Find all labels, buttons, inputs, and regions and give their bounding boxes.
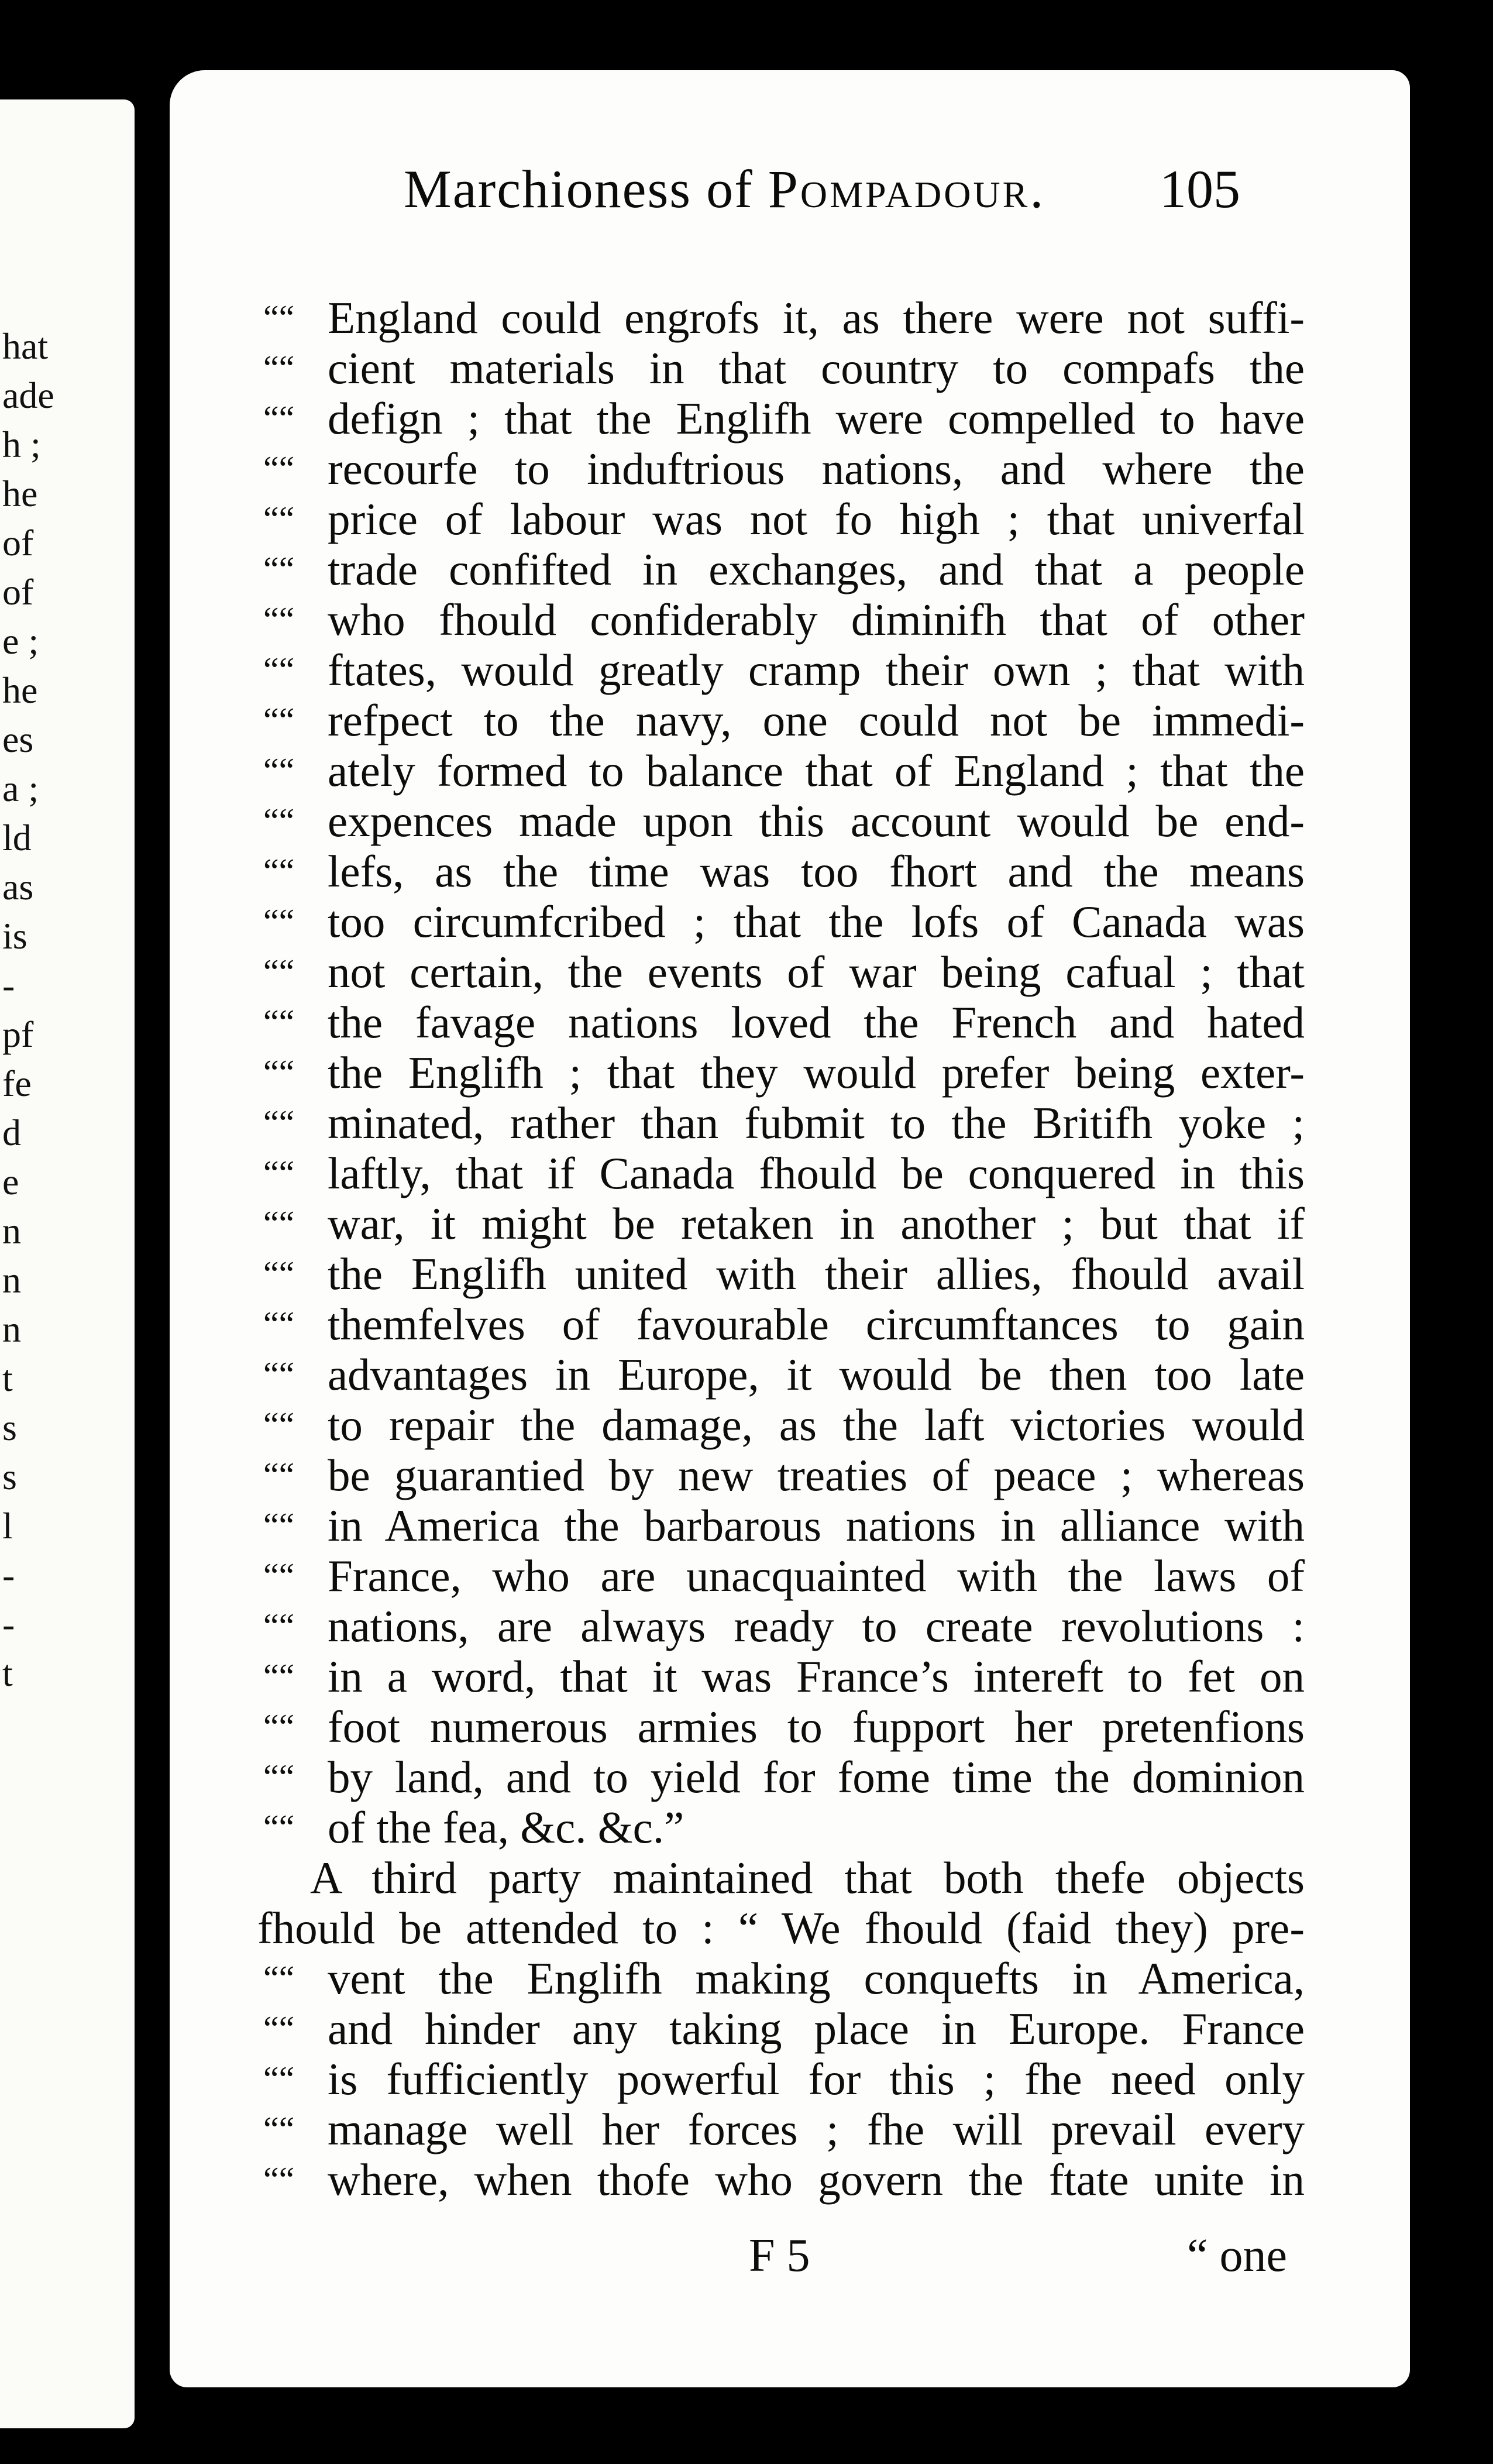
facing-page-fragment: pf	[2, 1013, 34, 1055]
quote-mark: ““	[263, 2110, 295, 2149]
line-text: trade confifted in exchanges, and that a people	[328, 544, 1305, 594]
line-text: is fufficiently powerful for this ; fhe need only	[328, 2054, 1305, 2104]
quote-mark: ““	[263, 600, 295, 639]
line-text: laftly, that if Canada fhould be conquered in this	[328, 1148, 1305, 1198]
facing-page-fragment: he	[2, 669, 38, 711]
line-text: minated, rather than fubmit to the Britifh yoke ;	[328, 1098, 1305, 1148]
line-text: refpect to the navy, one could not be immedi-	[328, 695, 1305, 745]
facing-page-fragment: t	[2, 1358, 13, 1399]
line-text: be guarantied by new treaties of peace ; whereas	[328, 1450, 1305, 1500]
facing-page-fragment: of	[2, 522, 34, 563]
line-text: fhould be attended to : “ We fhould (faid they) pre-	[257, 1903, 1305, 1953]
line-text: vent the Englifh making conquefts in America,	[328, 1953, 1305, 2003]
quote-mark: ““	[263, 2009, 295, 2048]
text-line	[257, 1903, 1305, 1953]
quote-mark: ““	[263, 701, 295, 740]
text-line	[257, 997, 1305, 1047]
quote-mark: ““	[263, 1355, 295, 1394]
facing-page-fragment: -	[2, 1603, 15, 1645]
text-line	[257, 494, 1305, 544]
line-text: expences made upon this account would be end-	[328, 796, 1305, 846]
line-text: in a word, that it was France’s intereft to fet on	[328, 1651, 1305, 1702]
text-line	[257, 1400, 1305, 1450]
quote-mark: ““	[263, 1456, 295, 1494]
text-line	[257, 896, 1305, 947]
signature-mark: F 5	[749, 2230, 810, 2281]
facing-page-fragment: t	[2, 1652, 13, 1694]
text-line	[257, 2154, 1305, 2205]
text-line	[257, 1551, 1305, 1601]
text-line	[257, 645, 1305, 695]
quote-mark: ““	[263, 449, 295, 488]
page-number: 105	[1160, 159, 1240, 219]
line-text: cient materials in that country to compafs the	[328, 343, 1305, 393]
text-line	[257, 2054, 1305, 2104]
facing-page-fragment: ld	[2, 817, 32, 858]
text-line	[257, 1249, 1305, 1299]
text-line	[257, 1047, 1305, 1098]
facing-page-fragment: h ;	[2, 424, 41, 465]
quote-mark: ““	[263, 802, 295, 840]
facing-page-fragment: a ;	[2, 768, 39, 809]
text-line	[257, 745, 1305, 796]
line-text: in America the barbarous nations in alliance with	[328, 1500, 1305, 1551]
facing-page-fragment: is	[2, 915, 27, 957]
text-line	[257, 2003, 1305, 2054]
facing-page-fragment: s	[2, 1407, 17, 1448]
facing-page-fragment: -	[2, 964, 15, 1006]
line-text: defign ; that the Englifh were compelled to have	[328, 393, 1305, 444]
quote-mark: ““	[263, 1405, 295, 1444]
line-text: the Englifh united with their allies, fhould avail	[328, 1249, 1305, 1299]
text-line	[257, 343, 1305, 393]
text-line	[257, 1702, 1305, 1752]
facing-page-edge	[0, 99, 135, 2428]
facing-page-fragment: -	[2, 1554, 15, 1596]
facing-page-fragment: e	[2, 1161, 19, 1202]
facing-page-fragment: e ;	[2, 620, 39, 662]
quote-mark: ““	[263, 550, 295, 589]
text-line	[257, 796, 1305, 846]
facing-page-fragment: ade	[2, 374, 54, 416]
text-line	[257, 1853, 1305, 1903]
text-line	[257, 2104, 1305, 2154]
text-line	[257, 444, 1305, 494]
line-text: where, when thofe who govern the ftate unite in	[328, 2154, 1305, 2205]
text-line	[257, 1953, 1305, 2003]
text-line	[257, 1802, 1305, 1853]
running-header	[234, 158, 1240, 240]
facing-page-fragment: hat	[2, 325, 49, 367]
facing-page-fragment: fe	[2, 1063, 32, 1104]
facing-page-fragment: d	[2, 1112, 21, 1153]
line-text: who fhould confiderably diminifh that of other	[328, 594, 1305, 645]
line-text: themfelves of favourable circumftances to gain	[328, 1299, 1305, 1349]
line-text: not certain, the events of war being cafual ; that	[328, 947, 1305, 997]
quote-mark: ““	[263, 298, 295, 337]
text-line	[257, 846, 1305, 896]
text-line	[257, 1299, 1305, 1349]
text-line	[257, 695, 1305, 745]
quote-mark: ““	[263, 500, 295, 538]
text-line	[257, 293, 1305, 343]
facing-page-fragment: as	[2, 866, 34, 908]
quote-mark: ““	[263, 1707, 295, 1746]
quote-mark: ““	[263, 1506, 295, 1545]
line-text: A third party maintained that both thefe objects	[310, 1853, 1305, 1903]
line-text: too circumfcribed ; that the lofs of Canada was	[328, 896, 1305, 947]
quote-mark: ““	[263, 751, 295, 790]
line-text: the favage nations loved the French and hated	[328, 997, 1305, 1047]
text-line	[257, 594, 1305, 645]
text-line	[257, 947, 1305, 997]
text-line	[257, 1601, 1305, 1651]
line-text: recourfe to induftrious nations, and where the	[328, 444, 1305, 494]
quote-mark: ““	[263, 1154, 295, 1193]
quote-mark: ““	[263, 1305, 295, 1343]
running-title-prefix: Marchioness of	[404, 159, 768, 219]
line-text: manage well her forces ; fhe will prevail every	[328, 2104, 1305, 2154]
body-text	[257, 293, 1305, 2205]
line-text: by land, and to yield for fome time the dominion	[328, 1752, 1305, 1802]
facing-page-fragment: he	[2, 473, 38, 514]
text-line	[257, 393, 1305, 444]
text-line	[257, 1198, 1305, 1249]
quote-mark: ““	[263, 1607, 295, 1645]
line-text: war, it might be retaken in another ; but that if	[328, 1198, 1305, 1249]
line-text: advantages in Europe, it would be then too late	[328, 1349, 1305, 1400]
line-text: of the fea, &c. &c.”	[328, 1802, 684, 1853]
line-text: France, who are unacquainted with the laws of	[328, 1551, 1305, 1601]
quote-mark: ““	[263, 1053, 295, 1092]
quote-mark: ““	[263, 2160, 295, 2199]
text-line	[257, 1148, 1305, 1198]
quote-mark: ““	[263, 1657, 295, 1696]
line-text: and hinder any taking place in Europe. France	[328, 2003, 1305, 2054]
text-line	[257, 1651, 1305, 1702]
line-text: price of labour was not fo high ; that univerfal	[328, 494, 1305, 544]
quote-mark: ““	[263, 399, 295, 438]
quote-mark: ““	[263, 2060, 295, 2098]
running-title	[404, 158, 1045, 220]
line-text: lefs, as the time was too fhort and the means	[328, 846, 1305, 896]
quote-mark: ““	[263, 902, 295, 941]
text-line	[257, 1098, 1305, 1148]
quote-mark: ““	[263, 1808, 295, 1847]
quote-mark: ““	[263, 852, 295, 891]
facing-page-fragment: s	[2, 1456, 17, 1497]
line-text: the Englifh ; that they would prefer being exter-	[328, 1047, 1305, 1098]
page-footer	[234, 2229, 1305, 2288]
line-text: ftates, would greatly cramp their own ; that with	[328, 645, 1305, 695]
line-text: England could engrofs it, as there were not suffi-	[328, 293, 1305, 343]
line-text: ately formed to balance that of England ; that the	[328, 745, 1305, 796]
running-title-name: Pompadour.	[768, 159, 1046, 219]
quote-mark: ““	[263, 1255, 295, 1293]
quote-mark: ““	[263, 953, 295, 991]
quote-mark: ““	[263, 1204, 295, 1243]
catchword: “ one	[1186, 2230, 1287, 2281]
text-line	[257, 544, 1305, 594]
quote-mark: ““	[263, 1959, 295, 1998]
text-line	[257, 1349, 1305, 1400]
quote-mark: ““	[263, 1556, 295, 1595]
quote-mark: ““	[263, 1104, 295, 1142]
quote-mark: ““	[263, 1003, 295, 1042]
quote-mark: ““	[263, 349, 295, 387]
line-text: nations, are always ready to create revolutions :	[328, 1601, 1305, 1651]
facing-page-fragment: of	[2, 571, 34, 613]
text-line	[257, 1500, 1305, 1551]
facing-page-fragment: n	[2, 1308, 21, 1350]
quote-mark: ““	[263, 651, 295, 689]
facing-page-fragment: n	[2, 1259, 21, 1301]
line-text: foot numerous armies to fupport her pretenfions	[328, 1702, 1305, 1752]
facing-page-fragment: n	[2, 1210, 21, 1252]
line-text: to repair the damage, as the laft victories would	[328, 1400, 1305, 1450]
text-line	[257, 1752, 1305, 1802]
text-line	[257, 1450, 1305, 1500]
facing-page-fragment: l	[2, 1505, 13, 1547]
quote-mark: ““	[263, 1758, 295, 1796]
facing-page-fragment: es	[2, 719, 34, 760]
